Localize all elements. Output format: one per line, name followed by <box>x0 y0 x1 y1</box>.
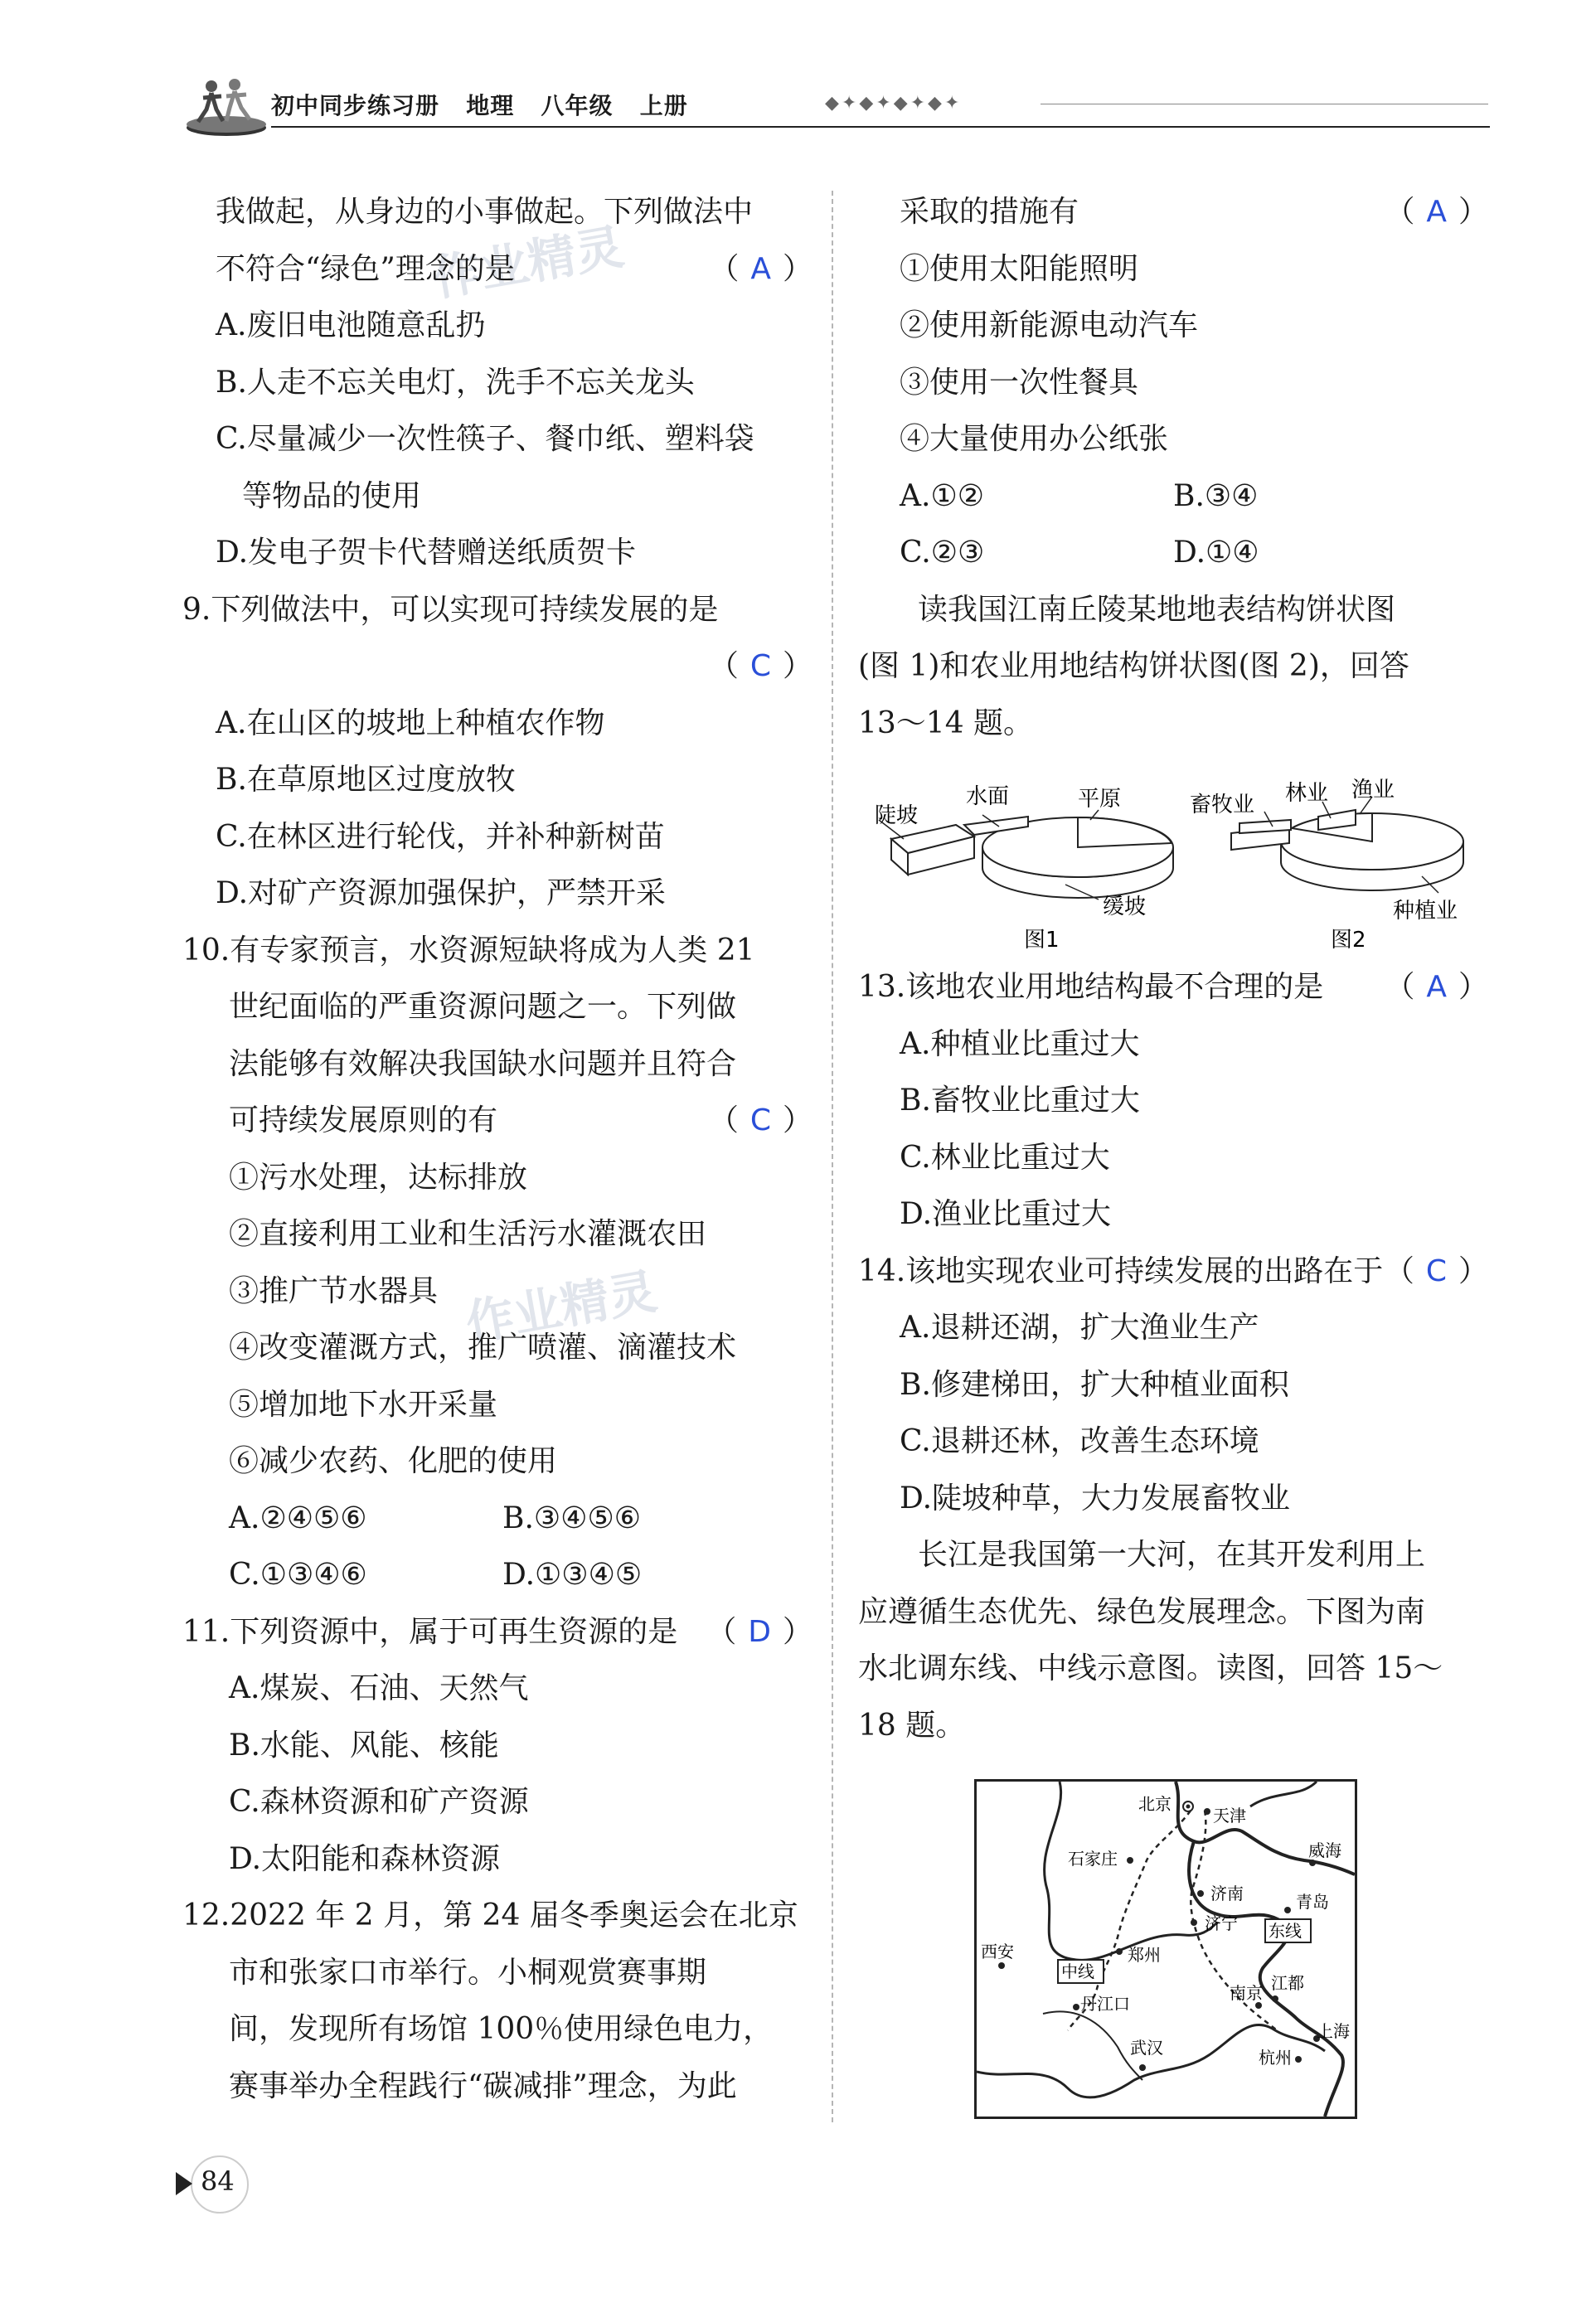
book-logo-icon <box>178 76 269 138</box>
text-line: 我做起，从身边的小事做起。下列做法中 <box>216 195 754 229</box>
answer-bracket: （ A ） <box>1385 195 1488 229</box>
option-b: B.畜牧业比重过大 <box>900 1084 1140 1118</box>
question-10-cont: 世纪面临的严重资源问题之一。下列做 <box>229 990 737 1024</box>
options-row <box>182 1547 813 1604</box>
answer-bracket: （ A ） <box>1385 970 1488 1004</box>
item: ⑤增加地下水开采量 <box>229 1387 498 1422</box>
map-label-middle-route: 中线 <box>1061 1961 1094 1981</box>
header-decoration: ◆✦◆✦◆✦◆✦ <box>825 93 963 114</box>
option-a: A.②④⑤⑥ <box>229 1501 367 1535</box>
map-label-shanghai: 上海 <box>1317 2021 1350 2041</box>
question-10-cont: 可持续发展原则的有 （ C ） <box>182 1093 813 1150</box>
map-label-nanjing: 南京 <box>1230 1983 1263 2003</box>
intro-text: 长江是我国第一大河，在其开发利用上 <box>918 1538 1426 1572</box>
fig2-label: 图2 <box>1331 928 1366 951</box>
text-line: 采取的措施有 （ A ） <box>858 184 1488 241</box>
map-label-beijing: 北京 <box>1138 1794 1172 1814</box>
map-label-xian: 西安 <box>981 1942 1014 1961</box>
item: ③推广节水器具 <box>229 1273 439 1308</box>
item: ③使用一次性餐具 <box>900 365 1139 400</box>
question-13: 13.该地农业用地结构最不合理的是 （ A ） <box>858 959 1488 1016</box>
fig1-slice2: 水面 <box>966 784 1010 809</box>
page-number-text: 84 <box>201 2165 235 2197</box>
option-a: A.种植业比重过大 <box>900 1026 1140 1061</box>
option-a: A.煤炭、石油、天然气 <box>229 1671 529 1705</box>
option-d: D.发电子贺卡代替赠送纸质贺卡 <box>216 536 637 570</box>
pie-charts-3d <box>858 760 1488 951</box>
answer-line <box>182 638 813 696</box>
header-rule <box>271 126 1490 128</box>
map-drawing <box>977 1782 1355 2117</box>
watermark: 作业精灵 <box>461 1263 662 1352</box>
option-c: C.①③④⑥ <box>229 1558 367 1592</box>
option-b: B.人走不忘关电灯，洗手不忘关龙头 <box>216 365 695 400</box>
question-11: 11.下列资源中，属于可再生资源的是 （ D ） <box>182 1604 813 1661</box>
answer: C <box>749 1103 771 1137</box>
item: ④大量使用办公纸张 <box>900 422 1169 456</box>
fig2-slice2: 林业 <box>1285 781 1329 806</box>
intro-text: 18 题。 <box>858 1708 966 1743</box>
options-row <box>182 1491 813 1548</box>
map-label-wuhan: 武汉 <box>1130 2038 1163 2058</box>
option-a: A.废旧电池随意乱扔 <box>216 308 486 342</box>
map-label-tianjin: 天津 <box>1213 1806 1246 1826</box>
fig2-slice4: 种植业 <box>1393 899 1458 924</box>
map-label-danjiangkou: 丹江口 <box>1080 1994 1130 2014</box>
map-label-hangzhou: 杭州 <box>1259 2048 1292 2068</box>
map-label-jining: 济宁 <box>1205 1913 1238 1933</box>
answer-bracket: （ A ） <box>709 251 813 286</box>
question-14: 14.该地实现农业可持续发展的出路在于 （ C ） <box>858 1244 1488 1301</box>
intro-text: 13～14 题。 <box>858 706 1034 740</box>
map-label-jinan: 济南 <box>1210 1884 1244 1903</box>
option-a: A.①② <box>900 478 984 513</box>
option-b: B.修建梯田，扩大种植业面积 <box>900 1367 1289 1402</box>
header-title: 初中同步练习册 地理 八年级 上册 <box>271 92 688 119</box>
answer: A <box>1426 970 1447 1004</box>
fig1-slice1: 陡坡 <box>875 803 919 828</box>
option-a: A.在山区的坡地上种植农作物 <box>216 706 605 740</box>
question-12-cont: 市和张家口市举行。小桐观赏赛事期 <box>229 1955 707 1990</box>
pie-chart-2 <box>1190 778 1463 951</box>
item: ①污水处理，达标排放 <box>229 1160 528 1195</box>
item: ②使用新能源电动汽车 <box>900 308 1199 342</box>
intro-text: 应遵循生态优先、绿色发展理念。下图为南 <box>858 1594 1426 1629</box>
answer: D <box>748 1614 771 1649</box>
watermark: 作业精灵 <box>428 218 628 308</box>
answer: C <box>749 649 771 683</box>
map-label-zhengzhou: 郑州 <box>1128 1945 1161 1965</box>
fig1-slice3: 平原 <box>1078 787 1122 812</box>
map-label-weihai: 威海 <box>1308 1840 1341 1860</box>
option-c: C.退耕还林，改善生态环境 <box>900 1424 1259 1458</box>
answer-bracket: （ D ） <box>706 1614 813 1649</box>
pie-figures <box>858 760 1488 951</box>
pie-chart-1 <box>875 784 1173 951</box>
map-label-shijiazhuang: 石家庄 <box>1068 1849 1118 1869</box>
option-d: D.对矿产资源加强保护，严禁开采 <box>216 876 667 910</box>
option-d: D.①③④⑤ <box>502 1558 643 1592</box>
page-header <box>178 76 1484 134</box>
map-label-jiangdu: 江都 <box>1271 1973 1304 1993</box>
question-12-cont: 赛事举办全程践行“碳减排”理念，为此 <box>229 2068 737 2103</box>
fig1-slice4: 缓坡 <box>1103 895 1147 919</box>
option-c: C.尽量减少一次性筷子、餐巾纸、塑料袋 <box>216 422 754 456</box>
intro-text: 水北调东线、中线示意图。读图，回答 15～ <box>858 1651 1443 1685</box>
intro-text: 读我国江南丘陵某地地表结构饼状图 <box>918 592 1396 627</box>
fig2-slice1: 畜牧业 <box>1190 793 1255 817</box>
option-c-cont: 等物品的使用 <box>242 478 422 513</box>
option-b: B.在草原地区过度放牧 <box>216 763 516 797</box>
answer-bracket: （ C ） <box>708 649 813 683</box>
map-label-qingdao: 青岛 <box>1296 1892 1329 1912</box>
option-d: D.渔业比重过大 <box>900 1197 1112 1231</box>
option-c: C.森林资源和矿产资源 <box>229 1785 529 1819</box>
item: ④改变灌溉方式，推广喷灌、滴灌技术 <box>229 1331 737 1365</box>
option-b: B.水能、风能、核能 <box>229 1728 499 1763</box>
page-arrow-icon <box>176 2172 192 2195</box>
intro-text: (图 1)和农业用地结构饼状图(图 2)，回答 <box>858 649 1409 683</box>
question-9: 9.下列做法中，可以实现可持续发展的是 <box>182 592 719 627</box>
text-line: 不符合“绿色”理念的是 （ A ） <box>182 241 813 298</box>
question-10-cont: 法能够有效解决我国缺水问题并且符合 <box>229 1046 737 1081</box>
map-label-east-route: 东线 <box>1269 1921 1302 1941</box>
column-divider <box>832 191 833 2122</box>
answer-bracket: （ C ） <box>708 1103 813 1137</box>
option-b: B.③④⑤⑥ <box>502 1501 641 1535</box>
fig1-label: 图1 <box>1024 928 1060 951</box>
question-10: 10.有专家预言，水资源短缺将成为人类 21 <box>182 933 755 967</box>
water-diversion-map <box>974 1779 1357 2119</box>
item: ②直接利用工业和生活污水灌溉农田 <box>229 1217 707 1251</box>
option-c: C.②③ <box>900 536 985 570</box>
option-c: C.在林区进行轮伐，并补种新树苗 <box>216 819 665 854</box>
options-row <box>858 525 1488 582</box>
fig2-slice3: 渔业 <box>1351 778 1395 803</box>
option-a: A.退耕还湖，扩大渔业生产 <box>900 1311 1259 1345</box>
option-d: D.陡坡种草，大力发展畜牧业 <box>900 1481 1291 1515</box>
option-c: C.林业比重过大 <box>900 1140 1110 1175</box>
item: ①使用太阳能照明 <box>900 251 1139 286</box>
option-d: D.①④ <box>1173 536 1259 570</box>
options-row <box>858 468 1488 526</box>
option-d: D.太阳能和森林资源 <box>229 1841 501 1876</box>
question-12-cont: 间，发现所有场馆 100％使用绿色电力， <box>229 2012 774 2046</box>
answer: C <box>1425 1253 1447 1288</box>
left-column <box>182 184 813 2115</box>
question-12: 12.2022 年 2 月，第 24 届冬季奥运会在北京 <box>182 1898 798 1932</box>
answer: A <box>750 251 771 286</box>
item: ⑥减少农药、化肥的使用 <box>229 1444 558 1478</box>
option-b: B.③④ <box>1173 478 1259 513</box>
answer: A <box>1426 195 1447 229</box>
answer-bracket: （ C ） <box>1384 1253 1488 1288</box>
page-number <box>176 2155 259 2214</box>
right-column <box>858 184 1488 2119</box>
